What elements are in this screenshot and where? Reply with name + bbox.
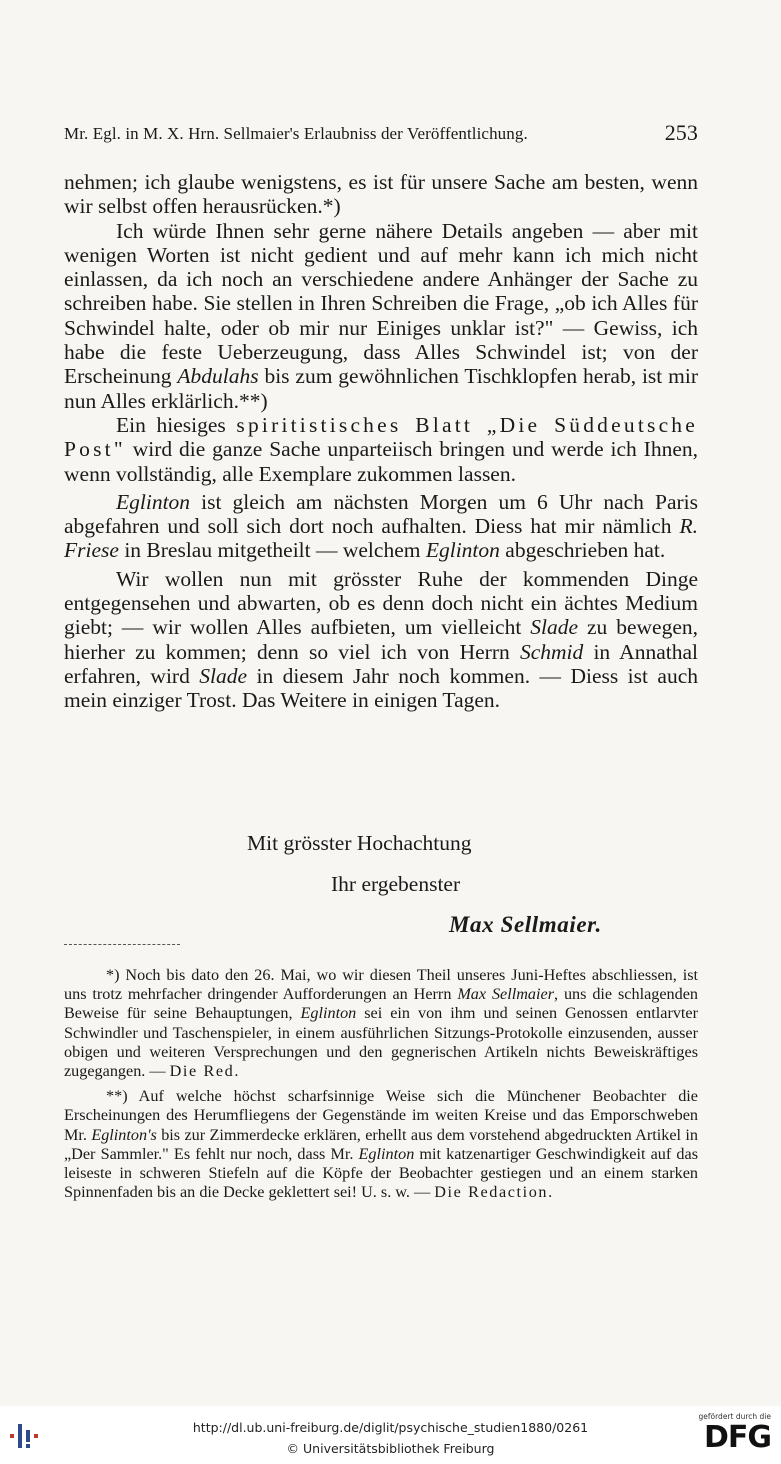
paragraph-2-text: Ich würde Ihnen sehr gerne nähere Details angeben — aber mit wenigen Worten ist nicht gedient und auf mehr kann ich mich nicht einlassen, da ich noch an verschiedene andere Anhänger der Sache zu schreiben habe. Sie stellen in Ihren Schreiben die Frage, „ob ich Alles für Schwindel halte, oder ob mir nur Einiges unklar ist?" — Gewiss, ich habe die feste Ueberzeugung, dass Alles Schwindel ist; von der Erscheinung (64, 218, 698, 389)
page-number: 253 (664, 120, 698, 145)
name-schmid: Schmid (519, 639, 584, 664)
dfg-funded-label: gefördert durch die (698, 1412, 771, 1421)
paragraph-4-c: abgeschrieben hat. (499, 538, 666, 563)
paragraph-5-c: in Annathal erfahren, wird (64, 639, 698, 688)
name-eglinton-1: Eglinton (116, 489, 191, 514)
name-abdulahs: Abdulahs (177, 364, 259, 389)
dfg-logo-text: DFG (703, 1420, 771, 1455)
footnote-1-b: , uns die schlagenden Beweise für seine Behauptungen, (64, 985, 698, 1023)
paragraph-5-d: in diesem Jahr noch kommen. — Diess ist auch mein einziger Trost. Das Weitere in einigen Tagen. (64, 663, 698, 713)
paragraph-3 (64, 413, 698, 486)
paragraph-4-a: ist gleich am nächsten Morgen um 6 Uhr nach Paris abgefahren und soll sich dort noch aufhalten. Diess hat mir nämlich (64, 489, 698, 539)
letter-body (64, 170, 698, 713)
footnote-2-signature: Die Redaction. (434, 1183, 554, 1202)
fn2-name-eglinton: Eglinton (358, 1144, 415, 1163)
footnote-1-c: sei ein von ihm und seinen Genossen entlarvter Schwindler und Taschenspieler, in einem ausführlichen Sitzungs-Protokolle einzusenden, ausser obigen und weiteren Versprechungen und den gegnerischen Artikeln nichts Beweiskräftiges zugegangen. — (64, 1004, 699, 1081)
copyright-notice: © Universitätsbibliothek Freiburg (286, 1441, 495, 1456)
fn-name-sellmaier: Max Sellmaier (457, 985, 555, 1004)
header-title: Mr. Egl. in M. X. Hrn. Sellmaier's Erlaubniss der Veröffentlichung. (64, 124, 528, 143)
paragraph-5-b: zu bewegen, hierher zu kommen; denn so viel ich von Herrn (64, 615, 698, 664)
viewer-footer-bar (0, 1406, 781, 1464)
closing-line-2: Ihr ergebenster (331, 872, 461, 896)
footnote-2-b: bis zur Zimmerdecke erklären, erhellt aus dem vorstehend abgedruckten Artikel in „Der Sammler." Es fehlt nur noch, dass Mr. (64, 1125, 698, 1163)
paragraph-3-end: wird die ganze Sache unparteiisch bringen und werde ich Ihnen, wenn vollständig, alle Exemplare zukommen lassen. (64, 437, 698, 486)
name-eglinton-2: Eglinton (425, 538, 500, 563)
paragraph-5 (64, 567, 698, 713)
newspaper-title: spiritistisches Blatt „Die Süddeutsche Post" (64, 412, 699, 462)
footnotes (64, 966, 698, 1202)
paragraph-4-b: in Breslau mitgetheilt — welchem (118, 538, 426, 563)
footnote-1-signature: Die Red. (169, 1062, 240, 1081)
fn-name-eglinton: Eglinton (300, 1004, 357, 1023)
footnote-2 (64, 1087, 698, 1202)
running-header (64, 120, 698, 148)
paragraph-2-end: bis zum gewöhnlichen Tischklopfen herab, ist mir nun Alles erklärlich.**) (64, 364, 698, 413)
footnote-separator (64, 944, 180, 945)
footnote-2-a: **) Auf welche höchst scharfsinnige Weise sich die Münchener Beobachter die Erscheinungen des Herumfliegens der Gegenstände im weiten Kreise und das Emporschweben Mr. (64, 1087, 698, 1144)
signature: Max Sellmaier. (449, 912, 602, 937)
paragraph-5-a: Wir wollen nun mit grösster Ruhe der kommenden Dinge entgegensehen und abwarten, ob es denn doch nicht ein ächtes Medium giebt; — wir wollen Alles aufbieten, um vielleicht (64, 566, 698, 640)
permalink-url[interactable]: http://dl.ub.uni-freiburg.de/diglit/psychische_studien1880/0261 (192, 1420, 589, 1435)
fn2-name-eglintons: Eglinton's (91, 1125, 157, 1144)
name-friese: R. Friese (64, 514, 698, 563)
paragraph-3-start: Ein hiesiges (116, 412, 237, 437)
name-slade-1: Slade (530, 615, 579, 640)
paragraph-4 (64, 490, 698, 563)
name-slade-2: Slade (199, 663, 248, 688)
dfg-logo (687, 1412, 771, 1462)
closing-line-1: Mit grösster Hochachtung (247, 831, 472, 855)
footnote-1 (64, 966, 698, 1081)
footnote-1-a: *) Noch bis dato den 26. Mai, wo wir diesen Theil unseres Juni-Heftes abschliessen, ist uns trotz mehrfacher dringender Aufforderungen an Herrn (64, 966, 698, 1004)
footnote-2-c: mit katzenartiger Geschwindigkeit auf das leiseste in schweren Stiefeln auf die Köpfe der Beobachter gestiegen und an einem starken Spinnenfaden bis an die Decke geklettert sei! U. s. w. — (64, 1144, 698, 1202)
paragraph-1: nehmen; ich glaube wenigstens, es ist für unsere Sache am besten, wenn wir selbst offen herausrücken.*) (64, 170, 698, 219)
paragraph-2 (64, 219, 698, 413)
